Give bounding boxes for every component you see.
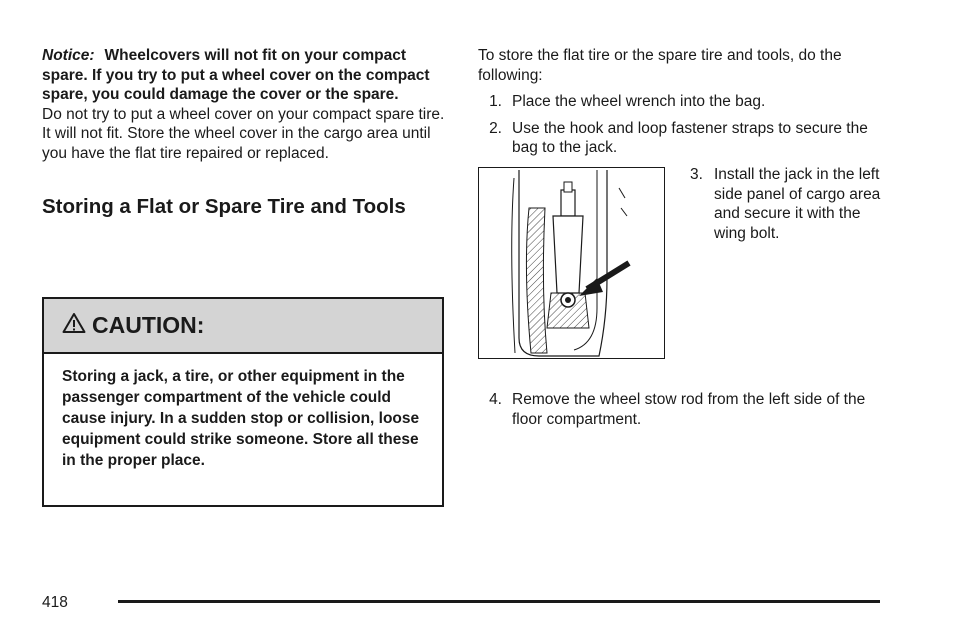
step-number: 4. — [489, 391, 502, 408]
caution-header — [44, 299, 442, 354]
notice-bold-text: Wheelcovers will not fit on your compact spare. If you try to put a wheel cover on the compact spare, you could damage the cover or the spare. — [42, 47, 430, 103]
step-text: Install the jack in the left side panel of cargo area and secure it with the wing bolt. — [714, 166, 881, 242]
step-number: 1. — [489, 93, 502, 110]
step-text: Remove the wheel stow rod from the left side of the floor compartment. — [512, 391, 866, 428]
list-item — [478, 119, 888, 158]
list-item — [478, 92, 888, 112]
notice-body: Do not try to put a wheel cover on your compact spare tire. It will not fit. Store the wheel cover in the cargo area until you have the flat tire repaired or replaced. — [42, 105, 445, 162]
step-text: Place the wheel wrench into the bag. — [512, 93, 766, 110]
caution-box — [42, 297, 444, 507]
step-number: 2. — [489, 119, 502, 137]
step-number: 3. — [690, 166, 703, 183]
jack-illustration — [478, 167, 665, 359]
page-number: 418 — [42, 594, 68, 611]
notice-block — [42, 46, 446, 105]
warning-triangle-icon — [62, 312, 86, 339]
section-heading: Storing a Flat or Spare Tire and Tools — [42, 195, 406, 218]
caution-title: CAUTION: — [92, 312, 205, 338]
list-item — [690, 165, 890, 243]
notice-label: Notice: — [42, 47, 95, 64]
left-column — [42, 46, 446, 221]
list-item — [478, 390, 888, 429]
steps-list — [478, 92, 888, 158]
step-text: Use the hook and loop fastener straps to secure the bag to the jack. — [512, 119, 868, 156]
caution-body: Storing a jack, a tire, or other equipment in the passenger compartment of the vehicle could cause injury. In a sudden stop or collision, loose equipment could strike someone. Store all these in the proper place. — [62, 368, 420, 469]
footer-rule — [118, 600, 880, 603]
right-column — [478, 46, 888, 158]
intro-text: To store the flat tire or the spare tire and tools, do the following: — [478, 47, 842, 84]
